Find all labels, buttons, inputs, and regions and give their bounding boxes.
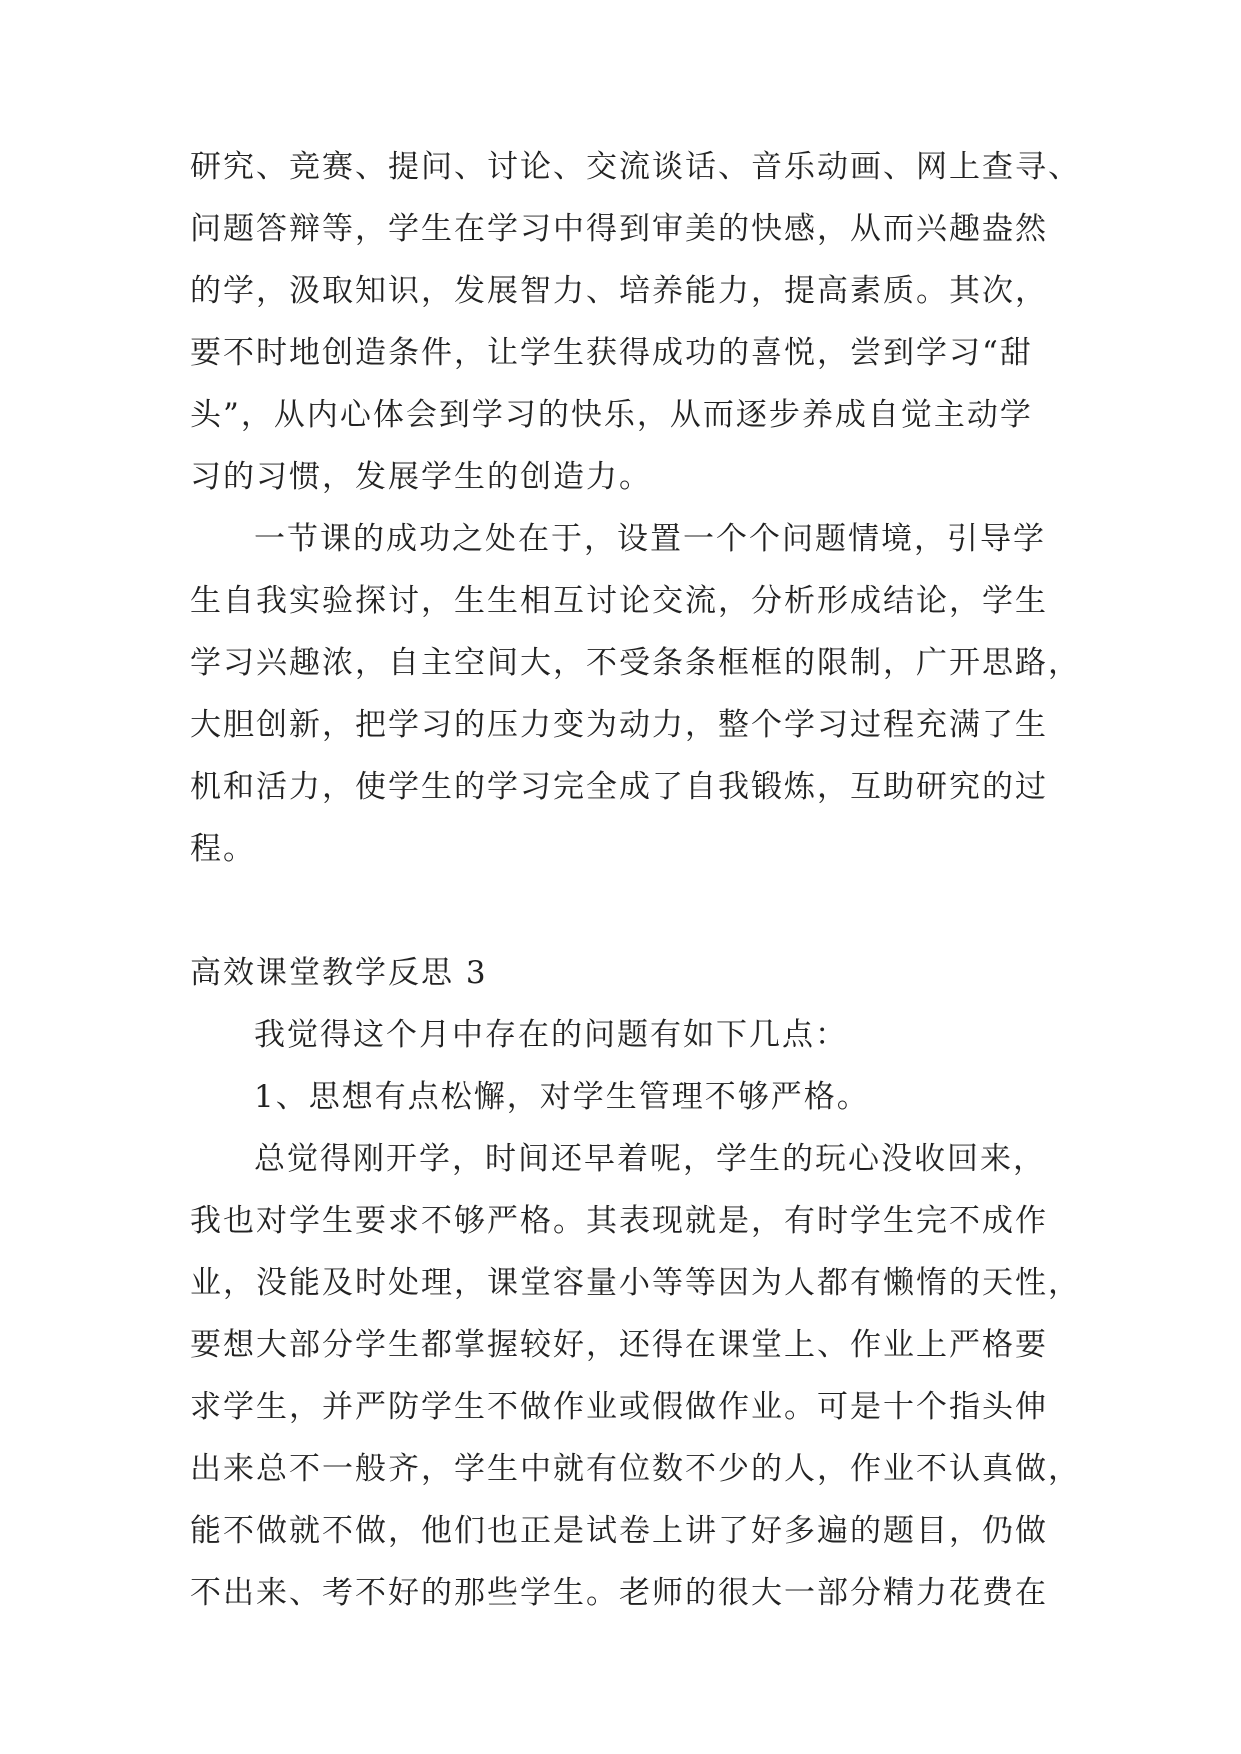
paragraph-1 xyxy=(190,136,1081,508)
paragraph-4: 1、思想有点松懈，对学生管理不够严格。 xyxy=(254,1079,870,1115)
paragraph-line: 学习兴趣浓，自主空间大，不受条条框框的限制，广开思路， xyxy=(190,645,1081,681)
paragraph-line: 机和活力，使学生的学习完全成了自我锻炼，互助研究的过 xyxy=(190,769,1048,805)
paragraph-line: 业，没能及时处理，课堂容量小等等因为人都有懒惰的天性， xyxy=(190,1265,1081,1301)
paragraph-line: 出来总不一般齐，学生中就有位数不少的人，作业不认真做， xyxy=(190,1451,1081,1487)
paragraph-line: 研究、竞赛、提问、讨论、交流谈话、音乐动画、网上查寻、 xyxy=(190,149,1081,185)
paragraph-line: 我也对学生要求不够严格。其表现就是，有时学生完不成作 xyxy=(190,1203,1048,1239)
paragraph-line: 头”，从内心体会到学习的快乐，从而逐步养成自觉主动学 xyxy=(190,397,1033,433)
paragraph-line: 要想大部分学生都掌握较好，还得在课堂上、作业上严格要 xyxy=(190,1327,1048,1363)
paragraph-line: 能不做就不做，他们也正是试卷上讲了好多遍的题目，仍做 xyxy=(190,1513,1048,1549)
paragraph-line: 大胆创新，把学习的压力变为动力，整个学习过程充满了生 xyxy=(190,707,1048,743)
paragraph-line: 习的习惯，发展学生的创造力。 xyxy=(190,459,652,495)
paragraph-line: 的学，汲取知识，发展智力、培养能力，提高素质。其次， xyxy=(190,273,1048,309)
paragraph-5 xyxy=(190,1128,1081,1624)
document-body xyxy=(190,136,1081,1624)
section-title: 高效课堂教学反思 3 xyxy=(190,955,488,991)
paragraph-line: 求学生，并严防学生不做作业或假做作业。可是十个指头伸 xyxy=(190,1389,1048,1425)
paragraph-line: 总觉得刚开学，时间还早着呢，学生的玩心没收回来， xyxy=(254,1141,1046,1177)
paragraph-line: 问题答辩等，学生在学习中得到审美的快感，从而兴趣盎然 xyxy=(190,211,1048,247)
paragraph-line: 程。 xyxy=(190,831,256,867)
paragraph-3: 我觉得这个月中存在的问题有如下几点： xyxy=(254,1017,848,1053)
paragraph-line: 一节课的成功之处在于，设置一个个问题情境，引导学 xyxy=(254,521,1046,557)
paragraph-2 xyxy=(190,508,1081,880)
paragraph-line: 要不时地创造条件，让学生获得成功的喜悦，尝到学习“甜 xyxy=(190,335,1033,371)
paragraph-line: 不出来、考不好的那些学生。老师的很大一部分精力花费在 xyxy=(190,1575,1048,1611)
paragraph-line: 生自我实验探讨，生生相互讨论交流，分析形成结论，学生 xyxy=(190,583,1048,619)
